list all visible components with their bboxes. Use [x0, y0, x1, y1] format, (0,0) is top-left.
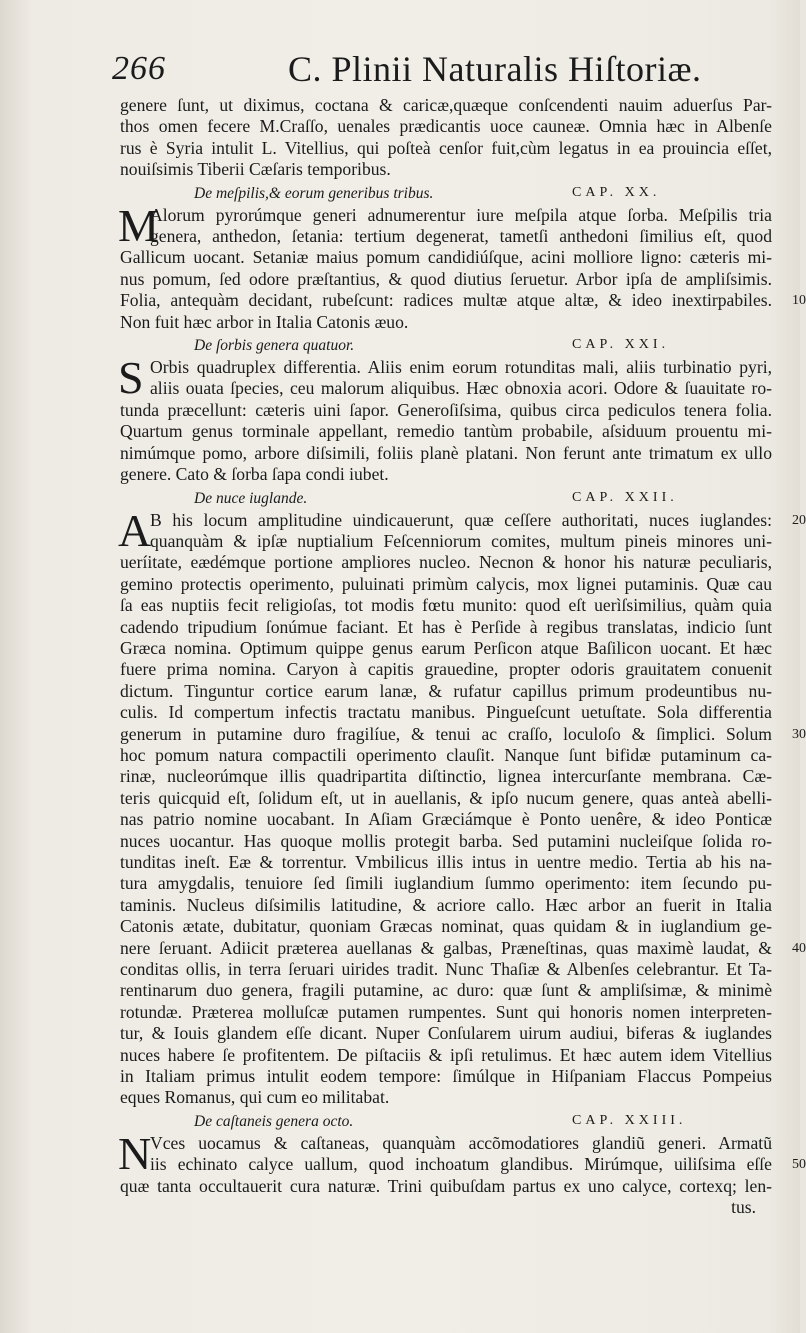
text-line: thos omen fecere M.Craſſo, uenales prædicantis uoce cauneæ. Omnia hæc in Albenſe [120, 116, 772, 137]
text-line [120, 357, 772, 378]
line-text: conditas ollis, in terra ſeruari uirides tradit. Nunc Thaſiæ & Albenſes celebrantur. Et Ta- [120, 959, 772, 980]
text-line [120, 980, 772, 1001]
line-count-marker: 10 [792, 293, 806, 309]
text-line [120, 247, 772, 268]
chapter-heading [120, 488, 772, 510]
line-count-marker: 50 [792, 1157, 806, 1173]
line-text: rotundæ. Præterea molluſcæ putamen rumpentes. Sunt qui honoris nomen interpreten- [120, 1001, 772, 1022]
chapter-heading [120, 1111, 772, 1133]
text-line [120, 378, 772, 399]
line-text: genera, anthedon, ſetania: tertium degenerat, tametſi anthedoni ſimilius eſt, quod [150, 226, 772, 247]
line-text: Catonis ætate, dubitatur, quoniam Græcas nominat, quas quidam & in iuglandium ge- [120, 916, 772, 937]
text-line [120, 574, 772, 595]
line-text: rinæ, nucleorúmque illis quadripartita diſtinctio, lignea intercurſante membrana. Cæ- [120, 766, 772, 787]
chapter-paragraph [118, 352, 772, 485]
text-line: rus è Syria intulit L. Vitellius, qui poſteà cenſor fuit,cùm legatus in ea prouincia eſſet, [120, 137, 772, 158]
chapter-number: CAP. XXII. [572, 489, 678, 505]
chapter-number: CAP. XXIII. [572, 1112, 687, 1128]
text-line [120, 509, 806, 531]
line-text: taminis. Nucleus diſsimilis latitudine, & acriore callo. Hæc arbor an fuerit in Italia [120, 894, 772, 915]
line-text: ueríitate, eædémque portione ampliores nucleo. Necnon & honor his naturæ peculiaris, [120, 552, 772, 573]
drop-capital: S [118, 352, 144, 404]
text-line [120, 1002, 772, 1023]
text-line [120, 400, 772, 421]
drop-capital: A [118, 504, 152, 556]
text-line [120, 702, 772, 723]
text-line [120, 205, 772, 226]
line-text: Gallicum uocant. Setaniæ maius pomum candidiúſque, acini molliore ligno: cæteris mi- [120, 247, 772, 268]
text-line [120, 831, 772, 852]
text-line [120, 1154, 806, 1175]
text-line [120, 421, 772, 442]
drop-capital: M [118, 199, 159, 251]
line-text: Vces uocamus & caſtaneas, quanquàm accõmodatiores glandiũ generi. Armatũ [150, 1132, 772, 1153]
text-line [120, 659, 772, 680]
chapter-title: De caſtaneis genera octo. [194, 1112, 354, 1130]
line-text: iis echinato calyce uallum, quod inchoatum glandibus. Mirúmque, uiliſsima eſſe [150, 1154, 772, 1175]
drop-capital: N [118, 1127, 152, 1179]
line-text: nas patrio nomine uocabant. In Aſiam Græciámque è Ponto uenêre, & ideo Ponticæ [120, 809, 772, 830]
line-text: nimúmque pomo, arbore diſsimili, foliis planè platani. Non ferunt ante trimatum ex ullo [120, 442, 772, 463]
chapter-title: De nuce iuglande. [194, 489, 308, 507]
text-body [118, 95, 806, 1219]
chapter-paragraph [118, 504, 806, 1109]
text-line [120, 766, 772, 787]
text-line [120, 681, 772, 702]
line-text: rentinarum duo genera, fragili putamine, ac duro: quæ ſunt & ampliſsimæ, & minimè [120, 980, 772, 1001]
page-number: 266 [112, 50, 166, 87]
text-line [120, 937, 806, 959]
line-text: tura amygdalis, tenuiore ſed ſimili iuglandium ſummo operimento: item ſecundo pu- [120, 873, 772, 894]
line-text: dictum. Tinguntur cortice earum lanæ, & rufatur capillus primum prodeuntibus nu- [120, 680, 772, 701]
chapter-title: De ſorbis genera quatuor. [194, 337, 355, 355]
text-line [120, 873, 772, 894]
text-line: nouiſsimis Tiberii Cæſaris temporibus. [120, 159, 391, 180]
line-text: generum in putamine duro fragilíue, & tenui ac craſſo, loculoſo & ſimplici. Solum [120, 723, 772, 744]
chapter-paragraph [118, 1127, 806, 1219]
line-text: Non fuit hæc arbor in Italia Catonis æuo. [120, 311, 409, 332]
text-line [120, 269, 772, 290]
line-text: tunda præcellunt: cæteris uini ſapor. Generoſiſsima, quibus circa pediculos tenera folia. [120, 399, 772, 420]
text-line [120, 1066, 772, 1087]
line-text: cadendo tripudium ſonúmue faciant. Et has è Perſide à regibus translatas, indicio ſunt [120, 616, 772, 637]
text-line [120, 290, 806, 311]
line-text: aliis ouata ſpecies, ceu malorum aliquibus. Hæc obnoxia acori. Odore & ſuauitate ro- [150, 378, 772, 399]
line-text: B his locum amplitudine uindicauerunt, quæ ceſſere authoritati, nuces iuglandes: [150, 509, 772, 530]
text-line [120, 895, 772, 916]
line-text: tus. [731, 1197, 756, 1218]
text-line [120, 959, 772, 980]
text-line [120, 552, 772, 573]
text-line [120, 916, 772, 937]
line-text: tunditas ineſt. Eæ & torrentur. Vmbilicus illis intus in uentre medio. Tertia ab his na- [120, 852, 772, 872]
text-line [120, 464, 772, 485]
text-line [120, 1023, 772, 1044]
intro-paragraph [120, 95, 772, 181]
text-line [120, 745, 772, 766]
text-line [120, 312, 772, 333]
line-text: Orbis quadruplex differentia. Aliis enim eorum rotunditas mali, aliis turbinatio pyri, [150, 357, 772, 378]
text-line [120, 1087, 772, 1108]
line-text: eques Romanus, qui cum eo militabat. [120, 1087, 390, 1108]
line-text: in Italiam primus intulit eodem tempore: ſimúlque in Hiſpaniam Flaccus Pompeius [120, 1066, 772, 1087]
line-count-marker: 30 [792, 726, 806, 742]
line-text: Alorum pyrorúmque generi adnumerentur iure meſpila atque ſorba. Meſpilis tria [150, 204, 772, 225]
line-text: tur, & Iouis glandem eſſe dicant. Nuper Conſularem uirum audiui, biferas & iuglandes [120, 1023, 772, 1044]
text-line [120, 788, 772, 809]
text-line [120, 595, 772, 616]
chapter-number: CAP. XXI. [572, 337, 670, 353]
text-line [120, 809, 772, 830]
chapter-number: CAP. XX. [572, 184, 661, 200]
line-text: gemino protectis operimento, puluinati primùm calycis, mox lignei putaminis. Quæ cau [120, 573, 772, 594]
line-text: Folia, antequàm decidant, rubeſcunt: radices multæ atque altæ, & ideo inextirpabiles. [120, 290, 772, 311]
text-line [120, 226, 772, 247]
text-line: genere ſunt, ut diximus, coctana & caricæ,quæque conſcendenti nauim aduerſus Par- [120, 95, 772, 115]
line-text: genere. Cato & ſorba ſapa condi iubet. [120, 464, 389, 485]
line-text: fuere prima nomina. Caryon à capitis grauedine, propter odoris grauitatem conuenit [120, 659, 772, 680]
line-text: nus pomum, ſed odore præſtantius, & quod diutius ſeruetur. Arbor ipſa de ampliſsimis. [120, 268, 772, 289]
text-line [120, 1197, 772, 1218]
line-text: nuces uocantur. Has quoque mollis protegit barba. Sed putamini nucleiſque ſolida ro- [120, 830, 772, 851]
text-line [120, 1045, 772, 1066]
text-line [120, 443, 772, 464]
line-text: culis. Id compertum infectis tractatu manibus. Pingueſcunt uetuſtate. Sola differentia [120, 702, 772, 723]
text-line [120, 1176, 772, 1197]
chapter-title: De meſpilis,& eorum generibus tribus. [194, 184, 434, 202]
text-line [120, 638, 772, 659]
chapter-heading [120, 183, 772, 205]
text-line [120, 852, 772, 873]
text-line [120, 531, 772, 552]
line-text: quæ tanta occultauerit cura naturæ. Trini quibuſdam partus ex uno calyce, cortexq; len- [120, 1175, 772, 1196]
text-line [120, 723, 806, 745]
page-header [112, 48, 712, 94]
line-text: nere ſeruant. Adiicit præterea auellanas & galbas, Præneſtinas, quas maximè laudat, & [120, 937, 772, 958]
line-count-marker: 20 [792, 512, 806, 528]
line-text: Quartum genus torminale appellant, remedio tantùm probabile, aſsiduum prouentu mi- [120, 421, 772, 442]
line-count-marker: 40 [792, 940, 806, 956]
line-text: nuces habere ſe profitentem. De piſtaciis & ipſi retulimus. Et hæc autem idem Vitellius [120, 1044, 772, 1065]
chapter-heading [120, 335, 772, 357]
chapter-paragraph [118, 199, 806, 333]
line-text: quanquàm & ipſæ nuptialium Feſcenniorum comites, multum pineis minores uni- [150, 530, 772, 551]
line-text: Græca nomina. Optimum quippe genus earum Perſicon atque Baſilicon uocant. Et hæc [120, 637, 772, 658]
text-line [120, 1133, 772, 1154]
line-text: ſa eas nuptiis fecit religioſas, tot modis fœtu munito: quod eſt uerìſsimilius, quàm quia [120, 595, 772, 616]
running-title: C. Plinii Naturalis Hiſtoriæ. [288, 49, 702, 89]
text-line [120, 617, 772, 638]
line-text: hoc pomum natura compactili operimento clauſit. Nanque ſunt bifidæ putaminum ca- [120, 744, 772, 765]
line-text: teris quicquid eſt, ſolidum eſt, ut in auellanis, & ipſo nucum genere, quas anteà abelli- [120, 787, 772, 808]
